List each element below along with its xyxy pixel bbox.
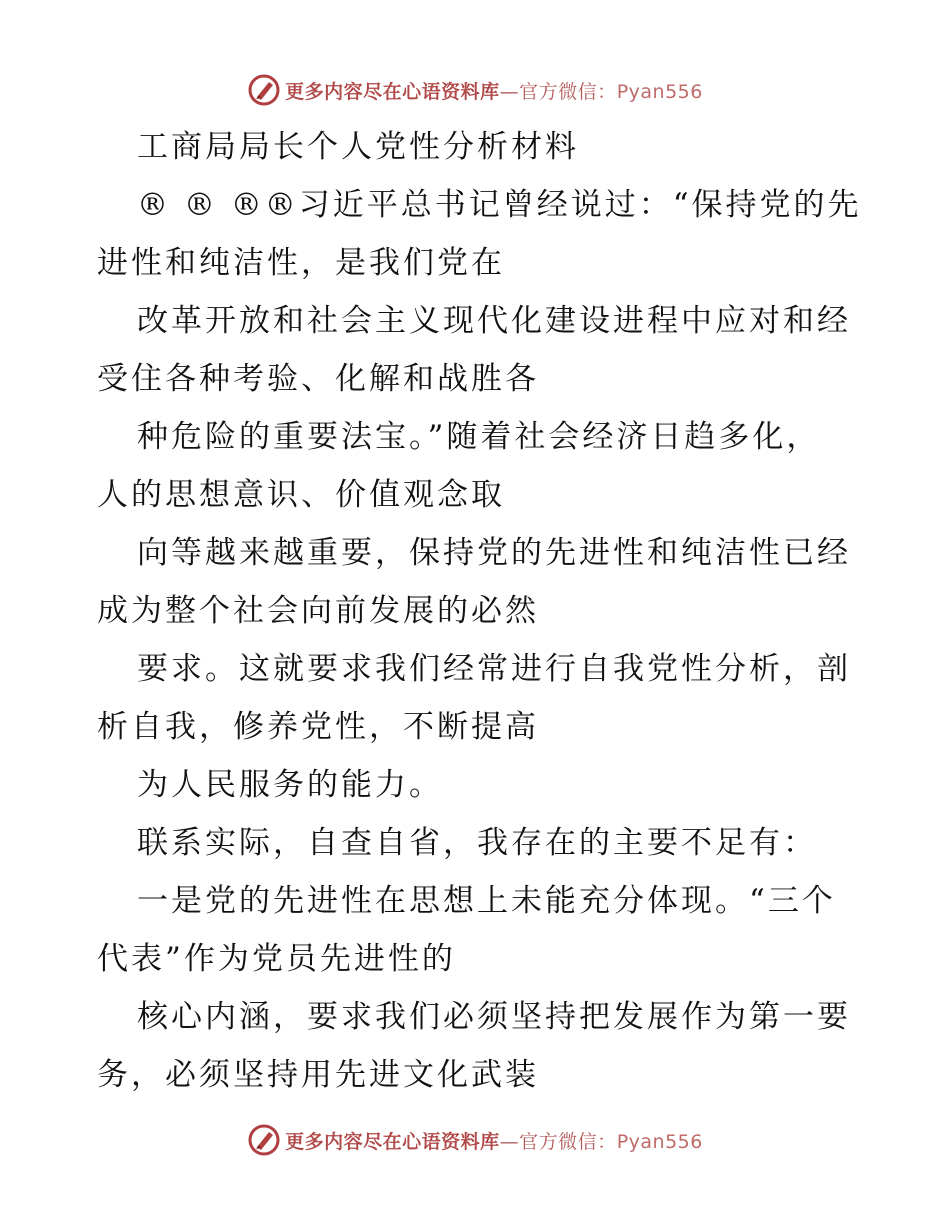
paragraph-line-cont: 受住各种考验、化解和战胜各	[97, 361, 539, 397]
paragraph-line: 为人民服务的能力。	[137, 767, 443, 803]
paragraph-line: ® ® ®®习近平总书记曾经说过：“保持党的先	[137, 187, 862, 223]
paragraph-line-cont: 务，必须坚持用先进文化武装	[97, 1057, 539, 1093]
paragraph-line-cont: 进性和纯洁性，是我们党在	[97, 245, 505, 281]
banner-text	[285, 77, 703, 104]
paragraph-line-cont: 成为整个社会向前发展的必然	[97, 593, 539, 629]
paragraph-6	[97, 756, 857, 814]
title-text: 工商局局长个人党性分析材料	[137, 129, 579, 165]
paragraph-8	[97, 872, 857, 988]
footer-banner	[0, 1120, 950, 1160]
pen-logo-icon	[247, 1123, 281, 1157]
paragraph-5	[97, 640, 857, 756]
paragraph-line: 核心内涵，要求我们必须坚持把发展作为第一要	[137, 999, 851, 1035]
document-title	[97, 118, 857, 176]
paragraph-line-cont: 人的思想意识、价值观念取	[97, 477, 505, 513]
banner-wechat-id: Pyan556	[616, 1130, 703, 1153]
paragraph-line: 向等越来越重要，保持党的先进性和纯洁性已经	[137, 535, 851, 571]
paragraph-1	[97, 176, 862, 292]
banner-text	[285, 1127, 703, 1154]
banner-wechat-label: 官方微信：	[519, 80, 617, 103]
paragraph-line: 一是党的先进性在思想上未能充分体现。“三个	[137, 883, 836, 919]
banner-dash: —	[499, 80, 520, 103]
paragraph-7	[97, 814, 857, 872]
paragraph-3	[97, 408, 857, 524]
banner-wechat-label: 官方微信：	[519, 1130, 617, 1153]
banner-dash: —	[499, 1130, 520, 1153]
pen-logo-icon	[247, 73, 281, 107]
header-banner	[0, 70, 950, 110]
paragraph-line: 联系实际，自查自省，我存在的主要不足有：	[137, 825, 817, 861]
paragraph-4	[97, 524, 857, 640]
paragraph-line: 改革开放和社会主义现代化建设进程中应对和经	[137, 303, 851, 339]
banner-wechat-id: Pyan556	[616, 80, 703, 103]
paragraph-2	[97, 292, 857, 408]
paragraph-line: 要求。这就要求我们经常进行自我党性分析，剖	[137, 651, 851, 687]
document-body	[97, 118, 862, 1104]
paragraph-9	[97, 988, 857, 1104]
banner-site-text: 更多内容尽在心语资料库	[285, 1130, 500, 1153]
paragraph-line-cont: 代表”作为党员先进性的	[97, 941, 456, 977]
paragraph-line-cont: 析自我，修养党性，不断提高	[97, 709, 539, 745]
banner-site-text: 更多内容尽在心语资料库	[285, 80, 500, 103]
paragraph-line: 种危险的重要法宝。”随着社会经济日趋多化，	[137, 419, 821, 455]
